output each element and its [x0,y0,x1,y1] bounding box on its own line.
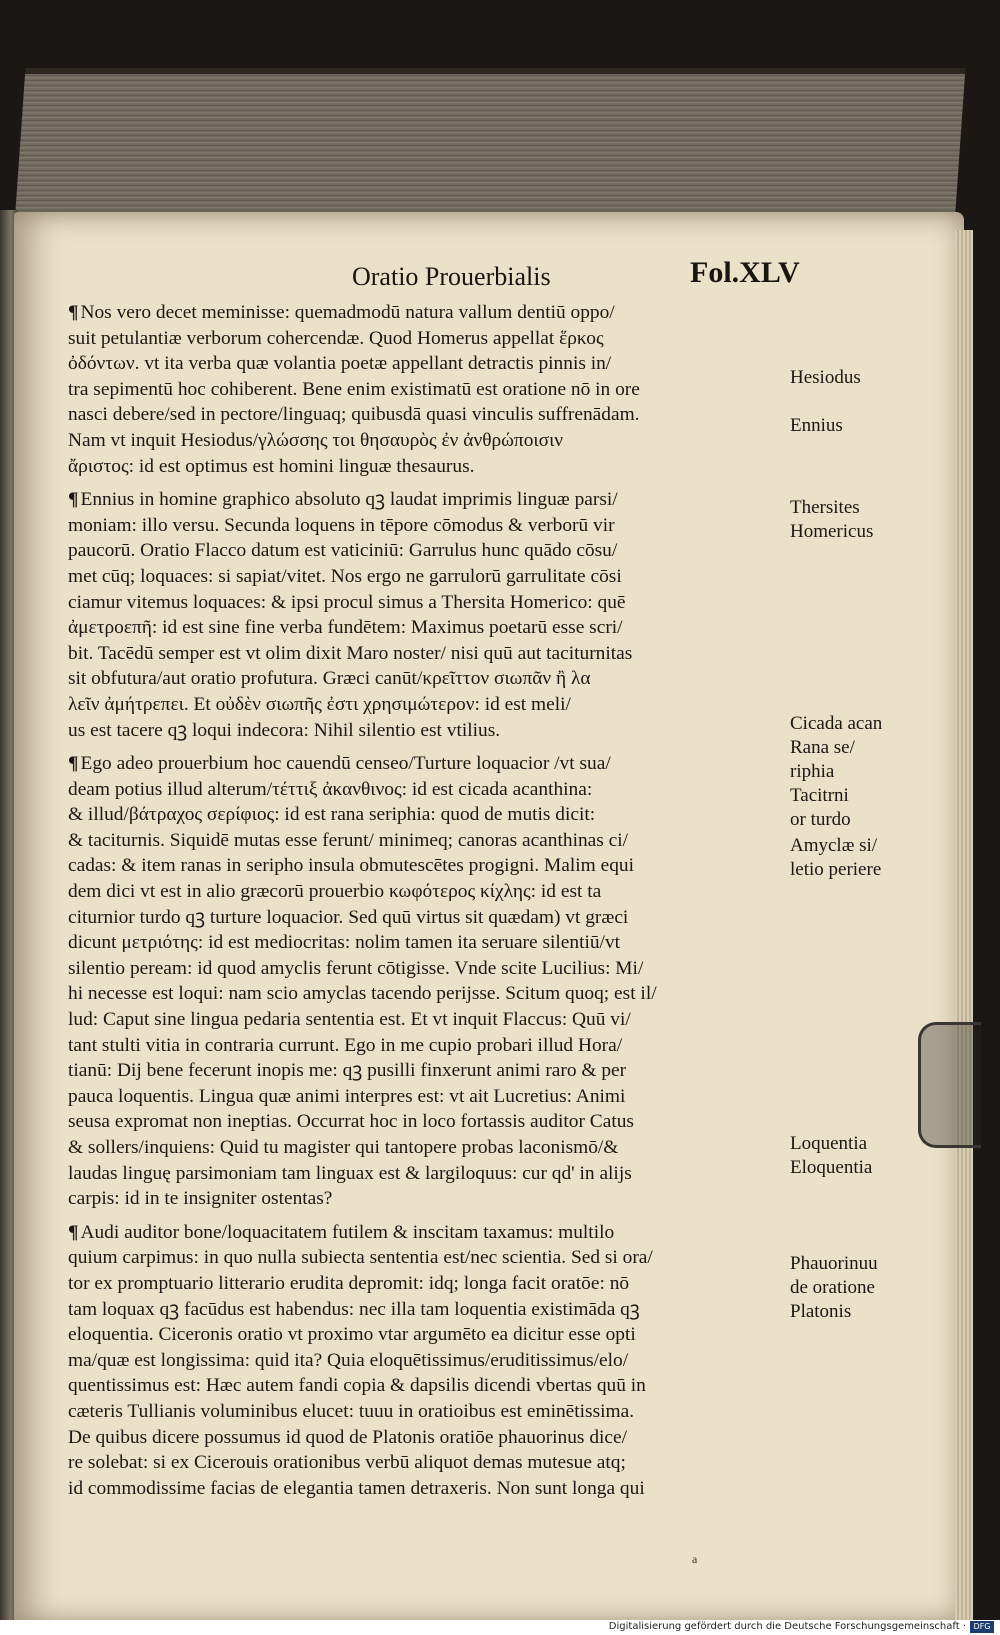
text-line: tant stulti vitia in contraria currunt. Ego in me cupio probari illud Hora/ [68,1034,623,1056]
dfg-logo-icon: DFG [970,1621,994,1633]
margin-note-line: Hesiodus [790,367,861,388]
pilcrow-icon: ¶ [68,302,79,323]
text-line: sit obfutura/aut oratio profutura. Græci canūt/κρεῖττον σιωπᾶν ἢ λα [68,668,591,690]
text-line: re solebat: si ex Cicerouis orationibus verbū aliquot demas mutesue atq; [68,1452,626,1474]
margin-note-line: Loquentia [790,1133,868,1154]
text-line: us est tacere qꝫ loqui indecora: Nihil silentio est vtilius. [68,719,501,741]
text-line: quium carpimus: in quo nulla subiecta sententia est/nec scientia. Sed si ora/ [68,1247,653,1269]
pilcrow-icon: ¶ [68,489,79,511]
text-line: seusa expromat non ineptias. Occurrat hoc in loco fortassis auditor Catus [68,1111,634,1133]
text-line: ciamur vitemus loquaces: & ipsi procul simus a Thersita Homerico: quē [68,591,626,613]
text-line: pauca loquentis. Lingua quæ animi interpres est: vt ait Lucretius: Animi [68,1085,626,1107]
text-line: ma/quæ est longissima: quid ita? Quia eloquētissimus/eruditissimus/elo/ [68,1349,629,1371]
text-line: tam loquax qꝫ facūdus est habendus: nec illa tam loquentia existimāda qꝫ [68,1298,640,1320]
margin-note-line: letio periere [790,859,882,880]
text-line: suit petulantiæ verborum cohercendæ. Quod Homerus appellat ἕρκος [68,327,604,349]
text-line: ἄριστος: id est optimus est homini linguæ thesaurus. [68,455,475,477]
margin-note-line: Cicada acan [790,713,883,734]
text-line: ἀμετροεπῆ: id est sine fine verba fundētem: Maximus poetarū esse scri/ [68,617,623,639]
text-line: laudas linguę parsimoniam tam linguax est & largiloquus: cur qd' in alijs [68,1162,632,1184]
running-head: Oratio Prouerbialis [352,262,551,291]
text-line: & illud/βάτραχος σερίφιος: id est rana seriphia: quod de mutis dicit: [68,804,596,826]
text-line: cæteris Tullianis voluminibus elucet: tuuu in oratioibus est eminētissima. [68,1400,635,1422]
text-line: ¶ Nos vero decet meminisse: quemadmodū natura vallum dentiū oppo/ [68,302,615,323]
text-line: ¶ Ennius in homine graphico absoluto qꝫ laudat imprimis linguæ parsi/ [68,489,618,511]
text-line: quentissimus est: Hæc autem fandi copia & dapsilis dicendi vbertas quū in [68,1375,646,1397]
text-line: met cūq; loquaces: si sapiat/vitet. Nos ergo ne garrulorū garrulitate cōsi [68,565,622,587]
paragraph [68,1220,788,1502]
text-line: paucorū. Oratio Flacco datum est vaticiniū: Garrulus hunc quādo cōsu/ [68,540,618,562]
text-line: & taciturnis. Siquidē mutas esse ferunt/ minimeq; canoras acanthinas ci/ [68,829,629,851]
margin-note-line: riphia [790,761,835,782]
digitization-credit: Digitalisierung gefördert durch die Deutsche Forschungsgemeinschaft · [608,1621,966,1632]
text-line: & sollers/inquiens: Quid tu magister qui tantopere probas laconismō/& [68,1137,619,1158]
margin-note-line: Eloquentia [790,1157,873,1178]
margin-note-line: Platonis [790,1301,852,1322]
text-line: De quibus dicere possumus id quod de Platonis oratiōe phauorinus dice/ [68,1426,628,1448]
margin-note-line: Phauorinuu [790,1253,878,1274]
text-line: tianū: Dij bene fecerunt inopis me: qꝫ pusilli finxerunt animi raro & per [68,1060,627,1082]
paragraph [68,487,788,743]
margin-note [790,1252,878,1324]
margin-note-line: Ennius [790,415,843,436]
text-line: hi necesse est loqui: nam scio amyclas tacendo perijsse. Scitum quoq; est il/ [68,983,657,1005]
margin-note [790,834,881,882]
text-line: dem dici vt est in alio græcorū prouerbio κωφότερος κίχλης: id est ta [68,881,602,903]
margin-note [790,366,861,390]
margin-note-line: Amyclæ si/ [790,835,878,856]
margin-note [790,414,843,438]
margin-note-line: Tacitrni [790,785,849,806]
text-line: citurnior turdo qꝫ turture loquacior. Sed quū virtus sit quædam) vt græci [68,906,629,928]
paragraph [68,751,788,1212]
margin-note-line: de oratione [790,1277,875,1298]
margin-note-line: or turdo [790,809,851,830]
signature-mark: a [692,1552,698,1566]
margin-note [790,712,882,832]
margin-note-line: Homericus [790,521,874,542]
text-line: dicunt μετριότης: id est mediocritas: nolim tamen ita seruare silentiū/vt [68,932,621,954]
paragraph [68,300,788,479]
text-line: lud: Caput sine lingua pedaria sententia est. Et vt inquit Flaccus: Quū vi/ [68,1009,631,1031]
text-line: id commodissime facias de elegantia tamen detraxeris. Non sunt longa qui [68,1477,645,1499]
margin-note [790,496,873,544]
folio-number: Fol.XLV [690,256,800,289]
text-line: bit. Tacēdū semper est vt olim dixit Maro noster/ nisi quū aut taciturnitas [68,642,633,664]
text-line: Nam vt inquit Hesiodus/γλώσσης τοι θησαυρὸς ἐν ἀνθρώποισιν [68,429,564,451]
text-line: deam potius illud alterum/τέττιξ ἀκανθινος: id est cicada acanthina: [68,778,593,800]
pilcrow-icon: ¶ [68,1221,79,1243]
text-line: cadas: & item ranas in seripho insula obmutescētes progigni. Malim equi [68,855,634,877]
text-line: tra sepimentū hoc cohiberent. Bene enim existimatū est oratione nō in ore [68,378,640,400]
text-line: silentio peream: id quod amyclis ferunt cōtigisse. Vnde scite Lucilius: Mi/ [68,957,644,979]
text-line: eloquentia. Ciceronis oratio vt proximo vtar argumēto ea dicitur esse opti [68,1324,636,1346]
text-line: ὀδόντων. vt ita verba quæ volantia poetæ appellant detractis pinnis in/ [68,353,612,375]
text-line: λεῖν ἀμήτρεπει. Et οὐδὲν σιωπῆς ἐστι χρησιμώτερον: id est meli/ [68,693,571,715]
page-clip [918,1022,981,1148]
main-text [68,300,788,1509]
text-line: tor ex promptuario litterario erudita depromit: idq; longa facit oratōe: nō [68,1272,630,1294]
margin-note-line: Thersites [790,497,860,518]
page-stack-edge [955,230,973,1620]
pilcrow-icon: ¶ [68,753,79,775]
text-line: carpis: id in te insigniter ostentas? [68,1188,333,1210]
text-line: ¶ Ego adeo prouerbium hoc cauendū censeo/Turture loquacior /vt sua/ [68,753,611,775]
text-line: nasci debere/sed in pectore/linguaq; quibusdā quasi vinculis suffrenādam. [68,404,640,426]
margin-note [790,1132,872,1180]
margin-note-line: Rana se/ [790,737,855,758]
book-fore-edge [15,68,966,224]
text-line: moniam: illo versu. Secunda loquens in tēpore cōmodus & verborū vir [68,514,615,536]
text-line: ¶ Audi auditor bone/loquacitatem futilem & inscitam taxamus: multilo [68,1221,615,1243]
